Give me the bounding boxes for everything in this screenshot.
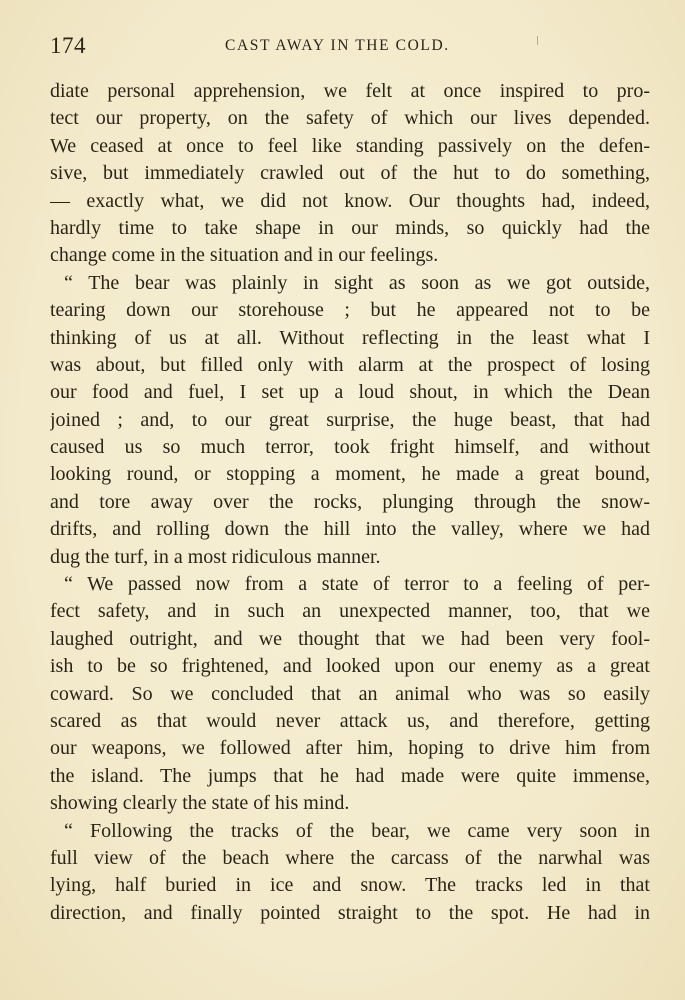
text-line: and tore away over the rocks, plunging through the snow- [50, 490, 650, 513]
text-line: laughed outright, and we thought that we had been very fool- [50, 627, 650, 650]
text-line: drifts, and rolling down the hill into the valley, where we had [50, 518, 650, 541]
text-line: hardly time to take shape in our minds, so quickly had the [50, 216, 650, 239]
paragraph-end-line: showing clearly the state of his mind. [50, 792, 350, 815]
text-line: ish to be so frightened, and looked upon our enemy as a great [50, 655, 650, 678]
running-head [50, 33, 650, 57]
text-line: fect safety, and in such an unexpected manner, too, that we [50, 600, 650, 623]
paragraph-start-line: “ The bear was plainly in sight as soon as we got outside, [64, 271, 650, 294]
text-line: looking round, or stopping a moment, he made a great bound, [50, 463, 650, 486]
text-line: We ceased at once to feel like standing passively on the defen- [50, 134, 650, 157]
text-line: direction, and finally pointed straight to the spot. He had in [50, 901, 650, 924]
text-line: full view of the beach where the carcass of the narwhal was [50, 846, 650, 869]
body-text [50, 78, 650, 927]
text-line: thinking of us at all. Without reflecting in the least what I [50, 326, 650, 349]
paragraph-start-line: “ Following the tracks of the bear, we came very soon in [64, 819, 650, 842]
text-line: lying, half buried in ice and snow. The tracks led in that [50, 874, 650, 897]
text-line: — exactly what, we did not know. Our thoughts had, indeed, [50, 189, 650, 212]
text-line: the island. The jumps that he had made were quite immense, [50, 764, 650, 787]
text-line: our weapons, we followed after him, hoping to drive him from [50, 737, 650, 760]
paragraph-end-line: change come in the situation and in our feelings. [50, 244, 439, 267]
text-line: diate personal apprehension, we felt at once inspired to pro- [50, 80, 650, 102]
text-line: sive, but immediately crawled out of the hut to do something, [50, 162, 650, 185]
page-number: 174 [50, 33, 86, 58]
page-header-title: CAST AWAY IN THE COLD. [225, 37, 450, 54]
paragraph-start-line: “ We passed now from a state of terror to a feeling of per- [64, 573, 650, 596]
text-line: tearing down our storehouse ; but he appeared not to be [50, 299, 650, 322]
text-line: tect our property, on the safety of which our lives depended. [50, 107, 650, 130]
text-line: caused us so much terror, took fright himself, and without [50, 436, 650, 459]
text-line: coward. So we concluded that an animal who was so easily [50, 682, 650, 705]
text-line: our food and fuel, I set up a loud shout, in which the Dean [50, 381, 650, 404]
text-line: scared as that would never attack us, and therefore, getting [50, 709, 650, 732]
text-line: was about, but filled only with alarm at the prospect of losing [50, 353, 650, 376]
page-blemish [537, 36, 538, 45]
paragraph-end-line: dug the turf, in a most ridiculous manner. [50, 545, 381, 568]
text-line: joined ; and, to our great surprise, the huge beast, that had [50, 408, 650, 431]
